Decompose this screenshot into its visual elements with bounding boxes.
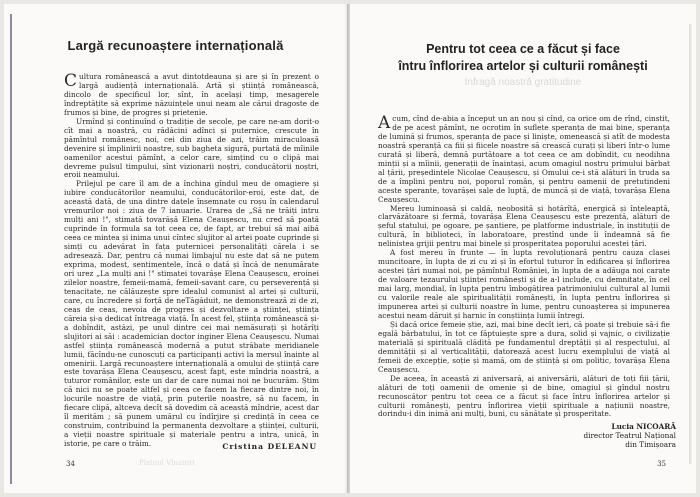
magazine-spread <box>4 4 696 493</box>
right-paragraph-1: Acum, cînd de-abia a început un an nou și cînd, ca orice om de rînd, cinstit, de pe acest pămînt, ne ocrotim în suflete speranța de mai bine, speranța de lumină și frumos, speranța de pace și liniște, omenească și atît de modesta noastră speranță ca fiii și fiicele noastre să crească curați și liberi într-o lume curată și liberă, demnă purtătoare a tot ceea ce am dobîndit, cu neodihna minții și a mîinii, generații de înaintași, acum omagiul nostru primului bărbat al țării, președintele Nicolae Ceaușescu, și Omului ce-i stă alături în truda sa de a împlini pentru noi, poporul român, și pentru oamenii de pretutindeni aceste sperante, tovarășei sale de luptă, de muncă și de viață, tovarășa Elena Ceaușescu. <box>378 113 670 204</box>
page-edge <box>689 24 692 464</box>
right-paragraph-4: Și dacă orice femeie știe, azi, mai bine decît ieri, că poate și trebuie să-i fie egală bărbatului, în tot ce făptuiește spre a dura, solid și vajnic, o civilizație materială și spirituală clădită pe fundamentul dreptății și al respectului, al demnității și al verticalității, datorează acest lucru exemplului de viață al femeii de excepție, soție și mamă, om de știință și om politic, tovarășa Elena Ceaușescu. <box>378 319 670 374</box>
left-signature: Cristina DELEANU <box>222 442 317 451</box>
drop-cap-c: C <box>64 71 78 91</box>
left-paragraph-1: Cultura românească a avut dintotdeauna și are și în prezent o largă audiență internațională. Artă și știință românească, dincolo de specificul lor, sînt, în același timp, mesagerele îndreptățite să exprime năzuințele unui neam ale cărui dragoste de frumos și bine, de progres și prietenie. <box>64 71 319 117</box>
faded-stamp: Platoul Vînatori <box>139 459 195 467</box>
left-page-body <box>64 73 319 449</box>
right-page-body <box>378 115 670 419</box>
right-paragraph-5: De aceea, în această zi aniversară, ai aniversării, alături de toți fiii țării, alături de toți oamenii de omenie și de bine, omagiul și gîndul nostru recunoscător pentru tot ceea ce a făcut și face întru înflorirea artelor și culturii românești, pentru înflorirea vieții spirituale a națiunii noastre, dorindu-i din inimă ani mulți, buni, cu sănătate și prosperitate. <box>378 373 670 419</box>
signature-name: Lucia NICOARĂ <box>611 422 676 431</box>
right-page <box>350 4 696 493</box>
left-page-title: Largă recunoaștere internațională <box>67 38 284 53</box>
right-page-title-line1: Pentru tot ceea ce a făcut și face <box>426 42 620 56</box>
right-paragraph-3: A fost mereu în frunte — în lupta revoluționară pentru cauza clasei muncitoare, în lupta de zi cu zi și în efortul tuturor în edificarea și înflorirea acestei țări numai noi, pe pămîntul României, în lupta de a adăuga noi carate de valoare tezaurului științei românești și de a-l include, cu demnitate, în cel mai larg, mondial, în lupta pentru îmbogățirea patrimoniului cultural al lumii cu valorile reale ale spiritualității românești, în lupta pentru înflorirea și impunerea artei și culturii noastre în lume, pentru cunoașterea și impunerea acestui neam dăruit și harnic în conștiința lumii întregi. <box>378 248 670 320</box>
right-signature <box>583 422 676 449</box>
right-page-number: 35 <box>657 460 666 468</box>
right-page-title-line2: întru înflorirea artelor și culturii românești <box>398 59 648 73</box>
left-paragraph-3: Prilejul pe care îl am de a închina gîndul meu de omagiere și iubire conducătorilor neamului, conducătorilor-eroi, este dat, de această dată, de una dintre datele însemnate cu roșu în calendarul vremurilor noi : ziua de 7 ianuarie. Urarea de „Să ne trăiți intru mulți ani !", stimată tovarășă Elena Ceaușescu, nu cred să poată cuprinde în formula sa tot ceea ce, de fapt, ar trebui să mai aibă ceea ce mintea și inima unui cîntec slujitor al artei poate cuprinde și simți cu adevărat în fața puternicei personalități cărela i se adresează. Dar, pentru că numai limbajul nu este dat să ne putem exprima, modest, sentimentele, încă o dată și încă de nenumărate ori urez „La mulți ani !" stimatei tovarășe Elena Ceaușescu, eroinei zilelor noastre, femeii-mamă, femeii-savant care, cu perseverență și tenacitate, ne călăuzește spre idealul comunist al artei și culturii, care, cu încredere și forță de neTăgăduit, ne demonstrează zi de zi, ceas de ceas, nevoia de progres și dezvoltare a științei, știința căreia și-a dedicat întreaga viață. În acest fel, știința românească și-a dobîndit, astăzi, pe unul dintre cei mai nemăsurați și hotărîți slujitori ai săi : academician doctor inginer Elena Ceaușescu. Numai astfel știința românească modernă a putut străbate meridianele lumii, făcîndu-ne cunoscuți ca participanți activi la mersul înainte al omenirii. Largă recunoaștere internațională a omului de știință care este tovarășa Elena Ceaușescu, acest fapt, este mîndria noastră, a tuturor românilor, este un dar de care numai noi ne bucurăm. Știm că nici nu se poate altfel și ceea ce facem la fiecare dintre noi, în locurile noastre de viață, prin puterile noastre, să nu facem, în fiecare clipă, altceva decît să dovedim că această mîndrie, acest dar îl merităm ; să punem umărul cu îndîrjire și credință în ceea ce construim, contribuind la permanenta dezvoltare a științei, culturii, a vieții noastre spirituale și materiale pentru a intra, unică, în istorie, pe care o trăim. <box>64 179 319 449</box>
left-page-number: 34 <box>66 460 75 468</box>
binding-edge <box>10 14 12 484</box>
left-page <box>4 4 348 493</box>
left-paragraph-2: Urmînd și continuînd o tradiție de secole, pe care ne-am dorit-o cît mai a noastră, cu rădăcini adînci și puternice, crescute în pămîntul românesc, noi, cei din ziua de azi, trăim miraculoasă devenire și împlinirii noastre, sub bagheta sigură, purtată de mîinile oamenilor acestui pămînt, a celor care, simțind cu o clipă mai devreme pulsul timpului, sînt vizionarii noștri, conducătorii noștri, eroii neamului. <box>64 116 319 180</box>
signature-role: director Teatrul Național <box>583 431 676 440</box>
signature-place: din Timișoara <box>625 440 676 449</box>
right-paragraph-2: Mereu luminoasă și caldă, neobosită și hotărîtă, energică și înțeleaptă, clarvăzătoare și fermă, tovarășa Elena Ceaușescu este prezentă, alături de șeful statului, pe ogoare, pe șantiere, pe platforme industriale, în instituții de cultură, în biblioteci, în laboratoare, prestînd unde îi îndeamnă să fie nelinistea grijii pentru mai binele și prosperitatea poporului acestei țări. <box>378 203 670 249</box>
drop-cap-a: A <box>378 113 391 133</box>
show-through-text: Infragă noastră gratitudine <box>464 77 582 88</box>
